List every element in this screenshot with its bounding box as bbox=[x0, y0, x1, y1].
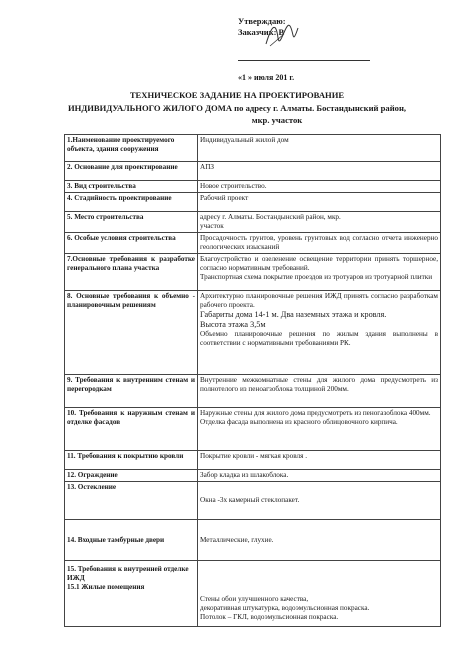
approval-date: «1 » июля 201 г. bbox=[238, 73, 295, 82]
document-subtitle-address: мкр. участок bbox=[251, 115, 303, 125]
row-value: Стены обои улучшенного качества, декоративная штукатурка, водоэмульсионная покраска. Потолок – ГКЛ, водоэмульсионная покраска. bbox=[198, 561, 441, 627]
table-row bbox=[65, 291, 441, 375]
table-row bbox=[65, 181, 441, 193]
row-value: адресу г. Алматы. Бостандынский район, мкр. участок bbox=[198, 212, 441, 233]
table-row bbox=[65, 561, 441, 627]
row-label: 7.Основные требования к разработке генерального плана участка bbox=[65, 254, 198, 291]
row-label: 3. Вид строительства bbox=[65, 181, 198, 193]
row-label: 4. Стадийность проектирование bbox=[65, 193, 198, 212]
row-label bbox=[65, 561, 198, 627]
table-row bbox=[65, 408, 441, 451]
row-label: 12. Ограждение bbox=[65, 470, 198, 482]
row-value: Внутренние межкомнатные стены для жилого дома предусмотреть из полнотелого из пеноагзоблока толщиной 200мм. bbox=[198, 375, 441, 408]
row-value: Покрытие кровли - мягкая кровля . bbox=[198, 451, 441, 470]
document-subtitle: ИНДИВИДУАЛЬНОГО ЖИЛОГО ДОМА по адресу г. Алматы. Бостандынский район, bbox=[67, 103, 407, 113]
row-label: 1.Наименование проектируемого объекта, здания сооружения bbox=[65, 135, 198, 162]
table-row bbox=[65, 193, 441, 212]
row-label: 11. Требования к покрытию кровли bbox=[65, 451, 198, 470]
approval-label: Утверждаю: bbox=[238, 16, 286, 26]
table-row bbox=[65, 375, 441, 408]
table-row bbox=[65, 482, 441, 520]
table-row bbox=[65, 162, 441, 181]
signature-scribble bbox=[262, 16, 302, 56]
row-value: Окна -3х камерный стеклопакет. bbox=[198, 482, 441, 520]
row-label: 14. Входные тамбурные двери bbox=[65, 520, 198, 561]
row-value: Архитектурно планировочные решения ИЖД принять согласно разработкам рабочего проекта. Габариты дома 14-1 м. Два наземных этажа и кровля. Высота этажа 3,5м Объемно планировочные решения по жилым здания выполнены в соответствии с нормативными требованиями РК. bbox=[198, 291, 441, 375]
row-label: 6. Особые условия строительства bbox=[65, 233, 198, 254]
table-row bbox=[65, 470, 441, 482]
customer-label: Заказчик: В bbox=[238, 27, 285, 37]
row-label: 10. Требования к наружным стенам и отделке фасадов bbox=[65, 408, 198, 451]
table-row bbox=[65, 254, 441, 291]
row-label: 5. Место строительства bbox=[65, 212, 198, 233]
row-value: Наружные стены для жилого дома предусмотреть из пеногазоблока 400мм. Отделка фасада выполнена из красного облицовочного кирпича. bbox=[198, 408, 441, 451]
table-row bbox=[65, 233, 441, 254]
row-value: Рабочий проект bbox=[198, 193, 441, 212]
row-value: АПЗ bbox=[198, 162, 441, 181]
row-value: Новое строительство. bbox=[198, 181, 441, 193]
spec-table bbox=[64, 134, 441, 627]
section-sublabel: 15.1 Жилые помещения bbox=[67, 583, 145, 591]
row-value: Индивидуальный жилой дом bbox=[198, 135, 441, 162]
table-row bbox=[65, 135, 441, 162]
document-title: ТЕХНИЧЕСКОЕ ЗАДАНИЕ НА ПРОЕКТИРОВАНИЕ bbox=[129, 90, 345, 100]
table-row bbox=[65, 451, 441, 470]
table-row bbox=[65, 212, 441, 233]
row-label: 2. Основание для проектирование bbox=[65, 162, 198, 181]
row-value: Просадочность грунтов, уровень грунтовых вод согласно отчета инженерно геологических изысканий bbox=[198, 233, 441, 254]
row-value: Благоустройство и озеленение освещение территории принять торшерное, согласно нормативным требований. Транспортная схема покрытие проездов из тротуаров из тротуарной плитки bbox=[198, 254, 441, 291]
table-row bbox=[65, 520, 441, 561]
row-label: 9. Требования к внутренним стенам и перегородкам bbox=[65, 375, 198, 408]
row-value: Металлические, глухие. bbox=[198, 520, 441, 561]
signature-line bbox=[238, 60, 370, 61]
row-label: 8. Основные требования к объемно - планировочным решениям bbox=[65, 291, 198, 375]
row-label: 13. Остекление bbox=[65, 482, 198, 520]
section-title: 15. Требования к внутренней отделке ИЖД bbox=[67, 565, 189, 582]
row-value: Забор кладка из шлакоблока. bbox=[198, 470, 441, 482]
